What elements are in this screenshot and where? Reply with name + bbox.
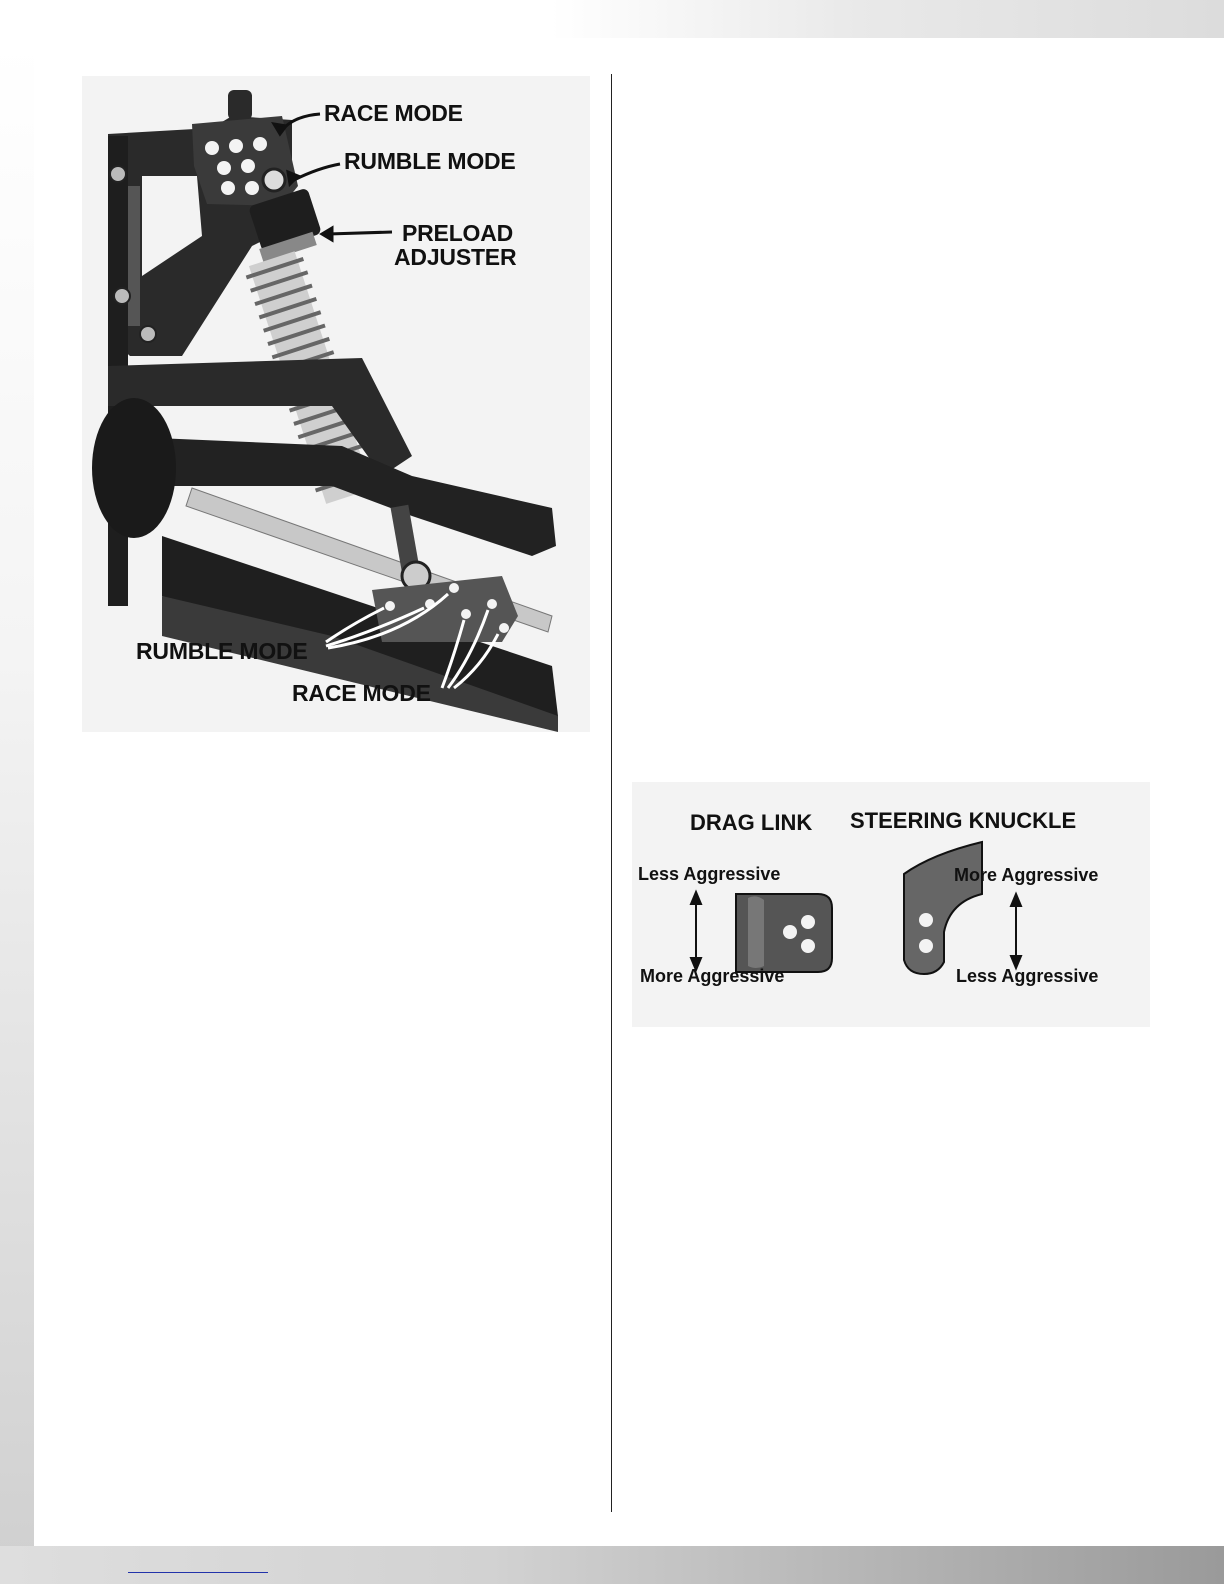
drag-link-more-aggressive-label: More Aggressive — [640, 966, 785, 986]
preload-label-line1: PRELOAD — [402, 220, 514, 246]
drag-link-less-aggressive-label: Less Aggressive — [638, 864, 781, 884]
page-top-band — [0, 0, 1224, 40]
rumble-mode-top-label: RUMBLE MODE — [344, 148, 516, 174]
preload-label-line2: ADJUSTER — [394, 244, 517, 270]
column-divider — [611, 74, 612, 1512]
page-footer-band — [0, 1546, 1224, 1584]
page-left-band — [0, 40, 34, 1584]
knuckle-more-aggressive-label: More Aggressive — [954, 865, 1099, 885]
race-mode-top-label: RACE MODE — [324, 100, 463, 126]
steering-figure — [632, 782, 1150, 1027]
race-mode-bottom-label: RACE MODE — [292, 680, 431, 706]
knuckle-less-aggressive-label: Less Aggressive — [956, 966, 1099, 986]
footer-link-underline[interactable] — [128, 1572, 268, 1573]
rumble-mode-bottom-label: RUMBLE MODE — [136, 638, 308, 664]
drag-link-title: DRAG LINK — [690, 810, 813, 835]
suspension-figure — [82, 76, 590, 732]
steering-knuckle-title: STEERING KNUCKLE — [850, 808, 1077, 833]
